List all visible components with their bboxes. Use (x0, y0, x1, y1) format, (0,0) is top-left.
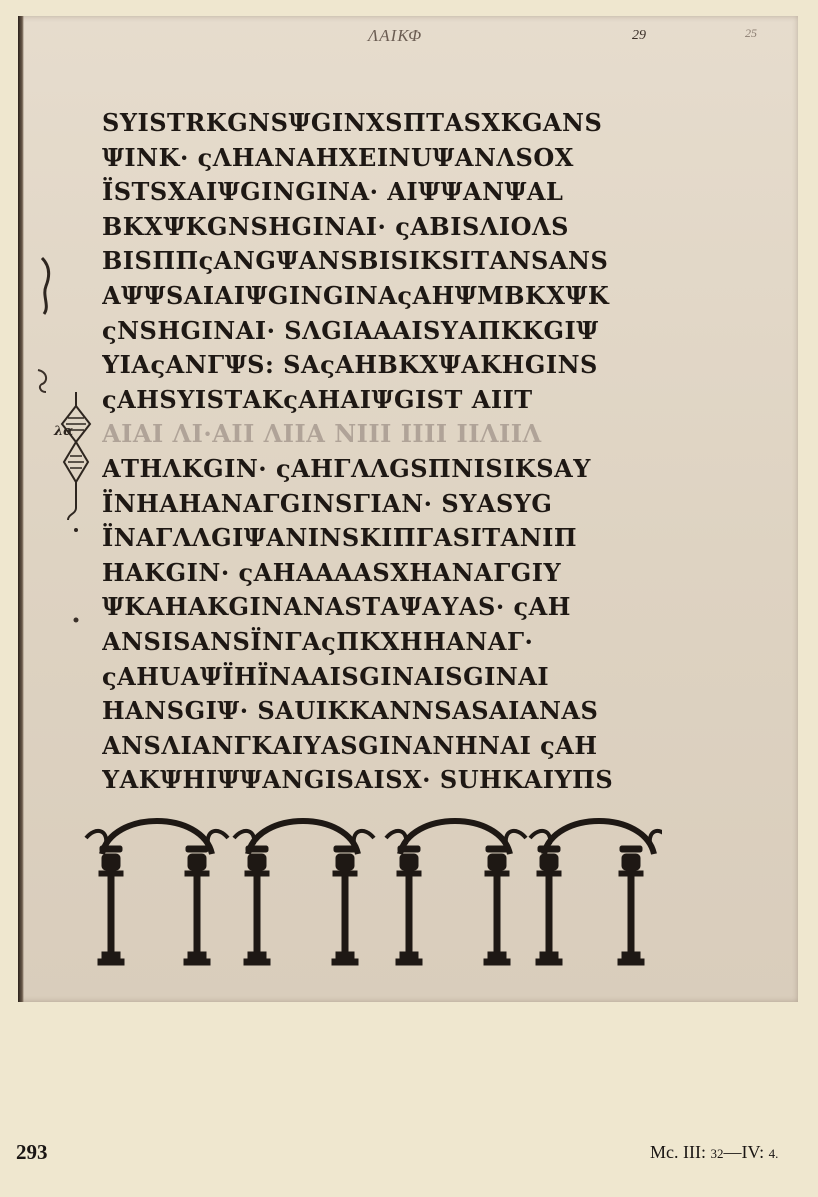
manuscript-line: ΪΝΗΑΗΑΝΑΓGΙΝSΓΙΑΝ· SΥΑSΥG (102, 488, 553, 518)
manuscript-line: ΑΝSΙSΑΝSΪΝΓΑςΠΚΧΗΗΑΝΑΓ· (102, 626, 534, 656)
manuscript-line: ΒΚΧΨΚGΝSΗGΙΝΑΙ· ςΑΒΙSΛΙΟΛS (102, 211, 569, 241)
manuscript-plate (18, 16, 798, 1002)
manuscript-line: ΪSΤSΧΑΙΨGΙΝGΙΝΑ· ΑΙΨΨΑΝΨΑL (102, 177, 564, 207)
reference-dash: —IV: (723, 1142, 765, 1162)
manuscript-text (102, 106, 682, 798)
margin-tendril-icon (34, 366, 54, 396)
running-title: ΛΑΙΚΦ (368, 26, 423, 45)
folio-number: 29 (632, 28, 646, 43)
manuscript-line: ΥΑΚΨΗΙΨΨΑΝGΙSΑΙSΧ· SUΗΚΑΙΥΠS (102, 765, 614, 795)
page-number: 293 (16, 1140, 48, 1164)
reference-start-verse: 32 (710, 1146, 724, 1161)
arcade-columns-illustration (82, 816, 662, 976)
manuscript-line: SΥΙSΤRΚGΝSΨGΙΝΧSΠΤΑSΧΚGΑΝS (102, 108, 603, 137)
manuscript-line: ςΑΗSΥΙSΤΑΚςΑΗΑΙΨGΙSΤ ΑΙΙΤ (102, 384, 533, 414)
scripture-reference (650, 1142, 778, 1163)
manuscript-line: ΗΑΚGΙΝ· ςΑΗΑΑΑΑSΧΗΑΝΑΓGΙΥ (102, 557, 562, 587)
manuscript-line: ΨΚΑΗΑΚGΙΝΑΝΑSΤΑΨΑΥΑS· ςΑΗ (102, 592, 571, 622)
manuscript-line: ΑΝSΛΙΑΝΓΚΑΙΥΑSGΙΝΑΝΗΝΑΙ ςΑΗ (102, 730, 598, 760)
margin-dot-icon (72, 616, 80, 624)
margin-bracket-icon (38, 256, 54, 316)
ammonian-section-mark: λα (54, 424, 74, 439)
section-ornament-icon (54, 388, 98, 538)
manuscript-line-faded: ΑΙΑΙ ΛΙ·ΑΙΙ ΛΙΙΑ ΝΙΙΙ ΙΙΙΙ ΙΙΛΙΙΛ (102, 419, 542, 449)
manuscript-line: ΨΙΝΚ· ςΛΗΑΝΑΗΧΕΙΝUΨΑΝΛSΟΧ (102, 142, 574, 172)
reference-end-verse: 4. (768, 1146, 779, 1161)
manuscript-line: ΪΝΑΓΛΛGΙΨΑΝΙΝSΚΙΠΓΑSΙΤΑΝΙΠ (102, 523, 578, 553)
folio-number-faint: 25 (745, 26, 757, 40)
binding-edge (18, 16, 24, 1002)
reference-book: Mc. III: (650, 1142, 706, 1162)
manuscript-line: ΑΨΨSΑΙΑΙΨGΙΝGΙΝΑςΑΗΨΜΒΚΧΨΚ (102, 280, 610, 310)
manuscript-line: ΒΙSΠΠςΑΝGΨΑΝSΒΙSΙΚSΙΤΑΝSΑΝS (102, 246, 609, 276)
manuscript-line: ΑΤΗΛΚGΙΝ· ςΑΗΓΛΛGSΠΝΙSΙΚSΑΥ (102, 453, 591, 483)
manuscript-line: ΥΙΑςΑΝΓΨS: SΑςΑΗΒΚΧΨΑΚΗGΙΝS (102, 350, 598, 380)
manuscript-line: ςΝSΗGΙΝΑΙ· SΛGΙΑΑΑΙSΥΑΠΚΚGΙΨ (102, 315, 599, 345)
manuscript-line: ςΑΗUΑΨΪΗΪΝΑΑΙSGΙΝΑΙSGΙΝΑΙ (102, 661, 550, 691)
canon-table-arcade (82, 816, 662, 976)
manuscript-line: ΗΑΝSGΙΨ· SΑUΙΚΚΑΝΝSΑSΑΙΑΝΑS (102, 696, 599, 726)
